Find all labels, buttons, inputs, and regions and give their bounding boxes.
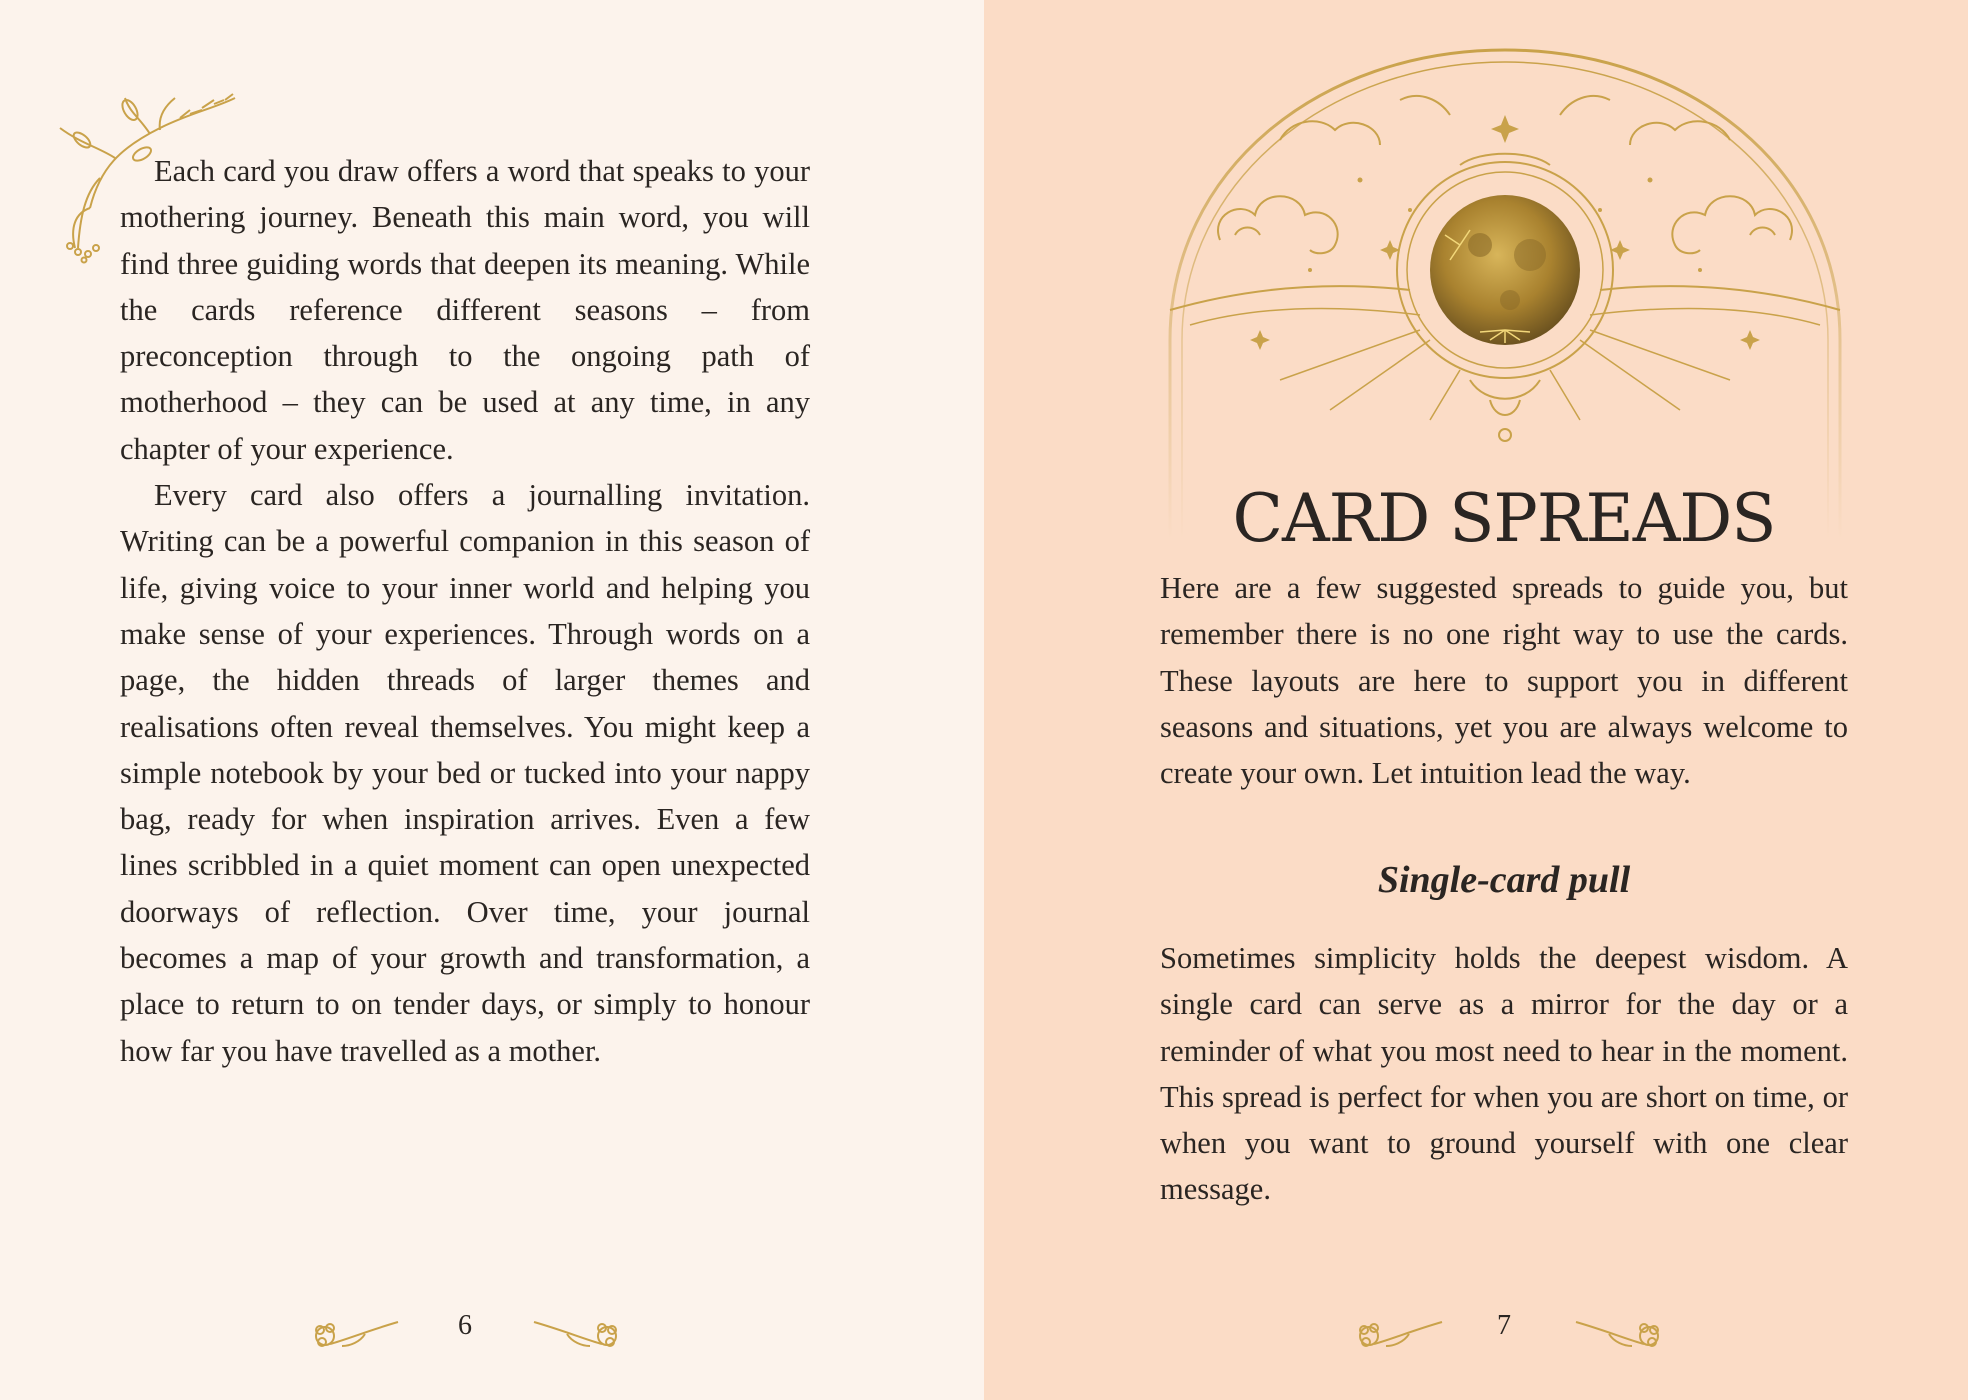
flower-branch-icon: [310, 1312, 400, 1352]
section-paragraph: Sometimes simplicity holds the deepest wisdom. A single card can serve as a mirror for the day or a reminder of what you most need to hear in the moment. This spread is perfect for when you are short on time, or when you want to ground yourself with one clear message.: [1160, 941, 1848, 1207]
flower-branch-icon: [1574, 1312, 1664, 1352]
paragraph-1: Each card you draw offers a word that speaks to your mothering journey. Beneath this main word, you will find three guiding words that deepen its meaning. While the cards reference different seasons – from preconception through to the ongoing path of motherhood – they can be used at any time, in any chapter of your experience.: [120, 154, 810, 466]
paragraph-2: Every card also offers a journalling invitation. Writing can be a powerful companion in this season of life, giving voice to your inner world and helping you make sense of your experiences. Through words on a page, the hidden threads of larger themes and realisations often reveal themselves. You might keep a simple notebook by your bed or tucked into your nappy bag, ready for when inspiration arrives. Even a few lines scribbled in a quiet moment can open unexpected doorways of reflection. Over time, your journal becomes a map of your growth and transformation, a place to return to on tender days, or simply to honour how far you have travelled as a mother.: [120, 478, 810, 1068]
flower-branch-icon: [1354, 1312, 1444, 1352]
moon-arch-illustration: [1160, 40, 1850, 540]
flower-branch-icon: [532, 1312, 622, 1352]
page-number: 7: [1497, 1310, 1511, 1341]
right-page: [984, 0, 1968, 1400]
page-number: 6: [458, 1310, 472, 1341]
page-title: CARD SPREADS: [1232, 480, 1776, 557]
section-heading: Single-card pull: [1377, 859, 1631, 901]
intro-paragraph: Here are a few suggested spreads to guide you, but remember there is no one right way to use the cards. These layouts are here to support you in different seasons and situations, yet you are always welcome to create your own. Let intuition lead the way.: [1160, 571, 1848, 791]
left-body-text: [120, 148, 810, 1074]
